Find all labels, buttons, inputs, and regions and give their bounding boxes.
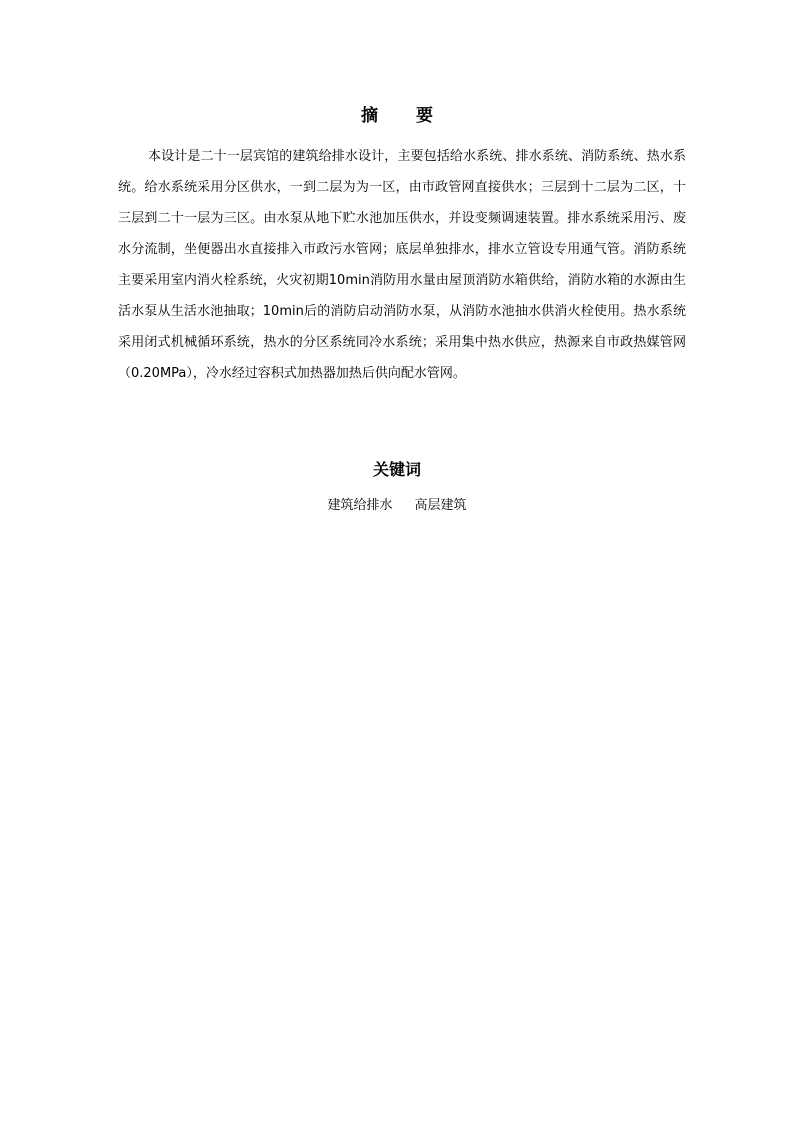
keywords-heading: 关键词 — [372, 460, 421, 479]
keywords-list — [0, 494, 794, 518]
abstract-body: 本设计是二十一层宾馆的建筑给排水设计，主要包括给水系统、排水系统、消防系统、热水系统。给水系统采用分区供水，一到二层为为一区，由市政管网直接供水；三层到十二层为二区，十三层到二十一层为三区。由水泵从地下贮水池加压供水，并设变频调速装置。排水系统采用污、废水分流制，坐便器出水直接排入市政污水管网；底层单独排水，排水立管设专用通气管。消防系统主要采用室内消火栓系统，火灾初期10min消防用水量由屋顶消防水箱供给，消防水箱的水源由生活水泵从生活水池抽取；10min后的消防启动消防水泵，从消防水池抽水供消火栓使用。热水系统采用闭式机械循环系统，热水的分区系统同冷水系统；采用集中热水供应，热源来自市政热媒管网（0.20MPa），冷水经过容积式加热器加热后供向配水管网。 — [118, 149, 686, 381]
keyword-item: 高层建筑 — [414, 498, 467, 513]
keyword-item: 建筑给排水 — [327, 498, 393, 513]
abstract-heading-char-2: 要 — [416, 106, 433, 126]
abstract-heading-char-1: 摘 — [361, 106, 378, 126]
abstract-heading — [0, 104, 794, 128]
